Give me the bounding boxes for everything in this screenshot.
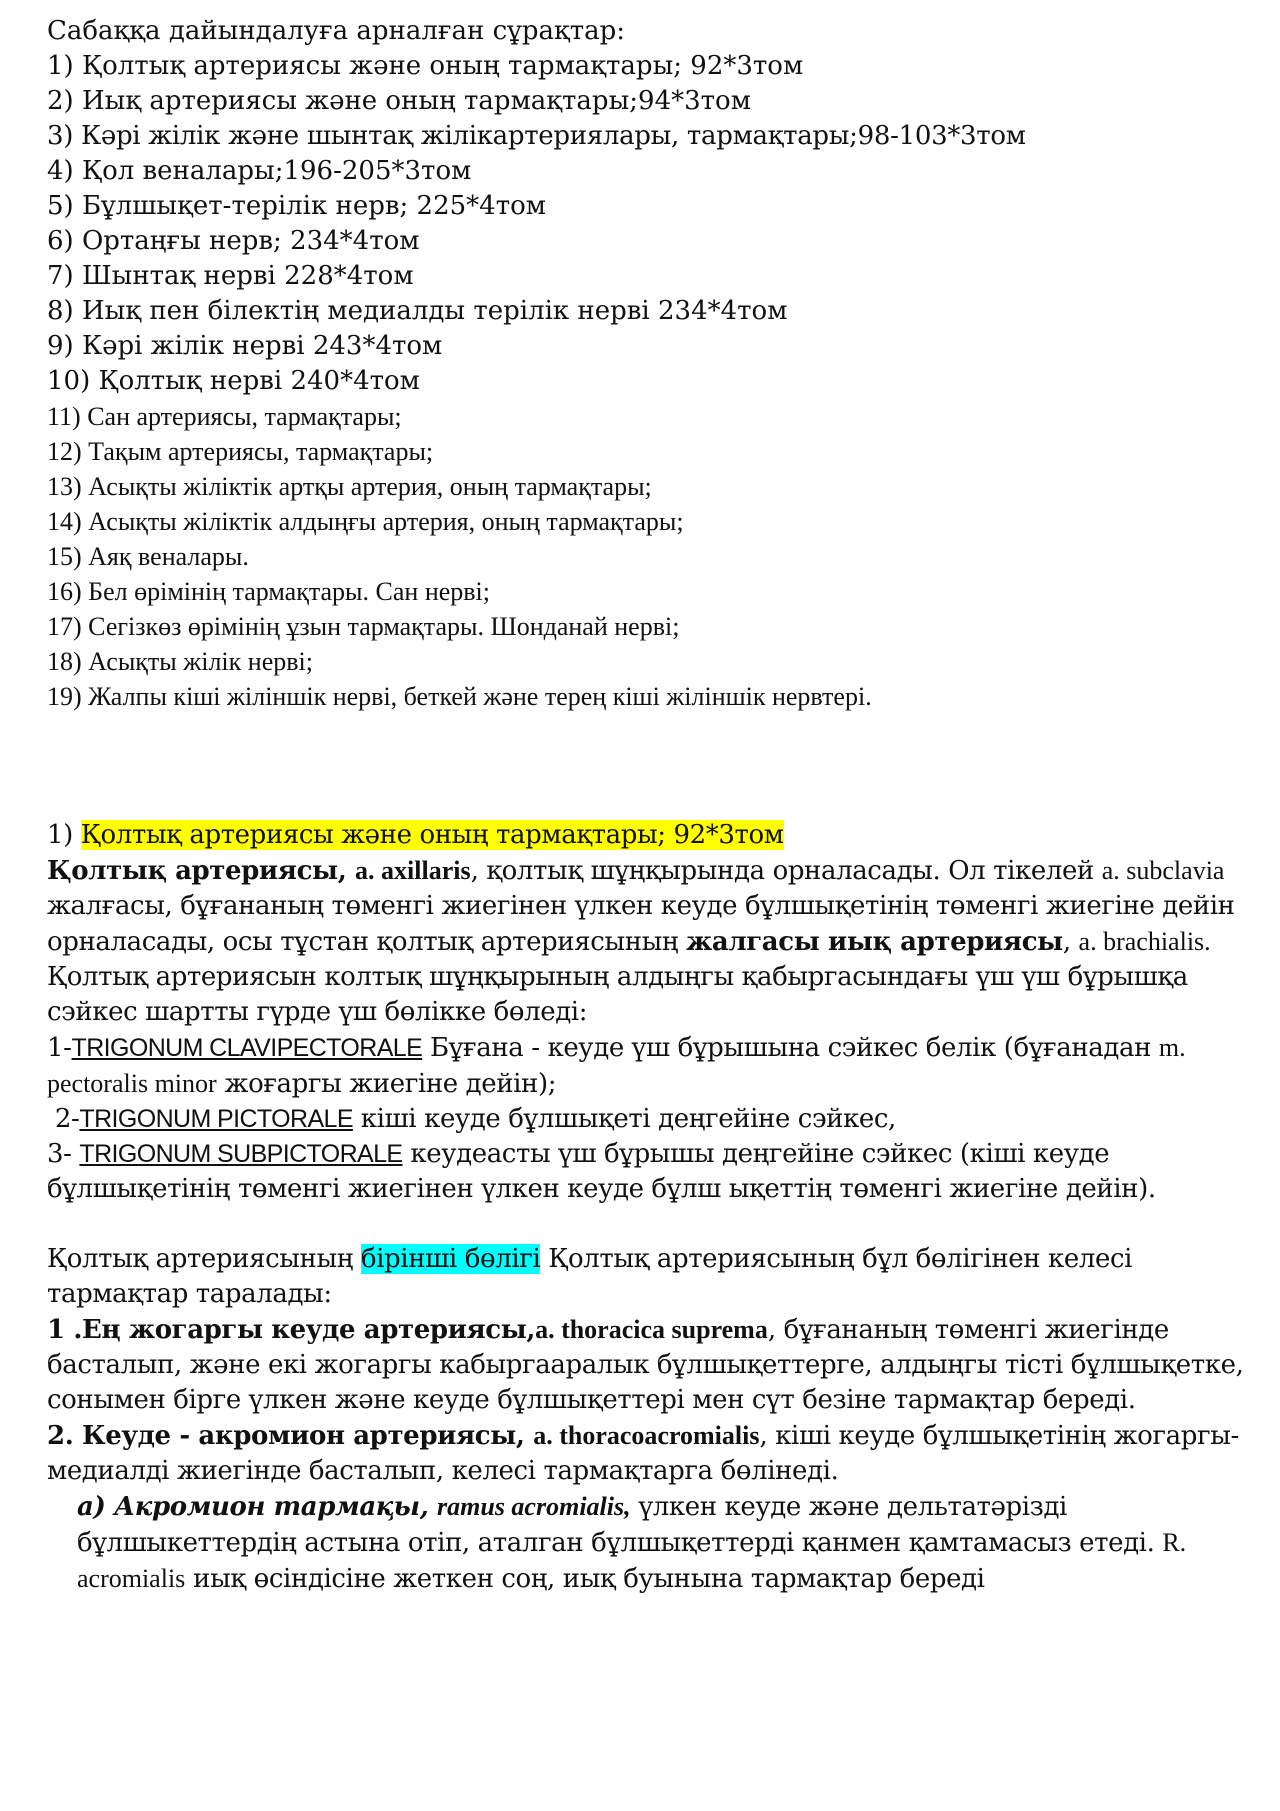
question-item: 12) Тақым артериясы, тармақтары; bbox=[47, 437, 434, 466]
section-axillary-artery bbox=[47, 818, 1267, 1597]
text: Бұғана - кеуде үш бұрышына сэйкес белік (бұғанадан bbox=[422, 1033, 1159, 1063]
text: , бұғананың төменгі жиегінде басталып, және екі жогаргы кабыргааралык бұлшықеттерге, алдыңгы тісті бұлшықетке, сонымен бірге үлкен және кеуде бұлшықеттері мен сүт безіне тармақтар береді. bbox=[47, 1315, 1244, 1415]
trigonum-link[interactable]: TRIGONUM SUBPICTORALE bbox=[79, 1140, 403, 1168]
latin-term: ramus acromialis, bbox=[437, 1492, 631, 1521]
trigonum-link[interactable]: TRIGONUM PICTORALE bbox=[79, 1105, 353, 1133]
document-page bbox=[47, 14, 1267, 1597]
text: кеудеасты үш бұрышы деңгейіне сэйкес (кіші кеуде бұлшықетінің төменгі жиегінен үлкен кеуде бұлш ықеттің төменгі жиегіне дейін). bbox=[47, 1139, 1156, 1204]
question-item: 19) Жалпы кіші жіліншік нерві, беткей және терең кіші жіліншік нервтері. bbox=[47, 682, 872, 711]
trigonum-prefix: 3- bbox=[47, 1139, 80, 1169]
question-item: 5) Бұлшықет-терілік нерв; 225*4том bbox=[47, 191, 546, 221]
questions-list bbox=[47, 14, 1267, 714]
section-number: 1) bbox=[47, 820, 81, 850]
question-item: 15) Аяқ веналары. bbox=[47, 542, 249, 571]
latin-term: a. axillaris bbox=[355, 856, 471, 885]
highlighted-text: бірінші бөлігі bbox=[360, 1244, 541, 1274]
question-item: 10) Қолтық нерві 240*4том bbox=[47, 366, 420, 396]
question-item: 17) Сегізкөз өрімінің ұзын тармақтары. Шонданай нерві; bbox=[47, 612, 680, 641]
branch-item-1 bbox=[47, 1312, 1267, 1418]
text: , қолтық шұңқырында орналасады. Ол тікелей bbox=[470, 856, 1102, 886]
trigonum-link[interactable]: TRIGONUM CLAVIPECTORALE bbox=[71, 1034, 423, 1062]
text: жоғаргы жиегіне дейін); bbox=[216, 1069, 557, 1099]
trigonum-3 bbox=[47, 1137, 1267, 1207]
text: , bbox=[515, 1421, 534, 1451]
question-item: 2) Иық артериясы және оның тармақтары;94*3том bbox=[47, 86, 751, 116]
questions-title: Сабаққа дайындалуға арналған сұрақтар: bbox=[47, 16, 626, 46]
bold-term: жалгасы иық артериясы bbox=[686, 927, 1063, 957]
question-item: 4) Қол веналары;196-205*3том bbox=[47, 156, 472, 186]
question-item: 1) Қолтық артериясы және оның тармақтары; 92*3том bbox=[47, 51, 804, 81]
text: кіші кеуде бұлшықеті деңгейіне сэйкес, bbox=[352, 1104, 896, 1134]
blank-line bbox=[47, 1207, 1267, 1242]
question-item: 9) Кәрі жілік нерві 243*4том bbox=[47, 331, 443, 361]
question-item: 18) Асықты жілік нерві; bbox=[47, 647, 313, 676]
bold-term: 2. Кеуде - акромион артериясы bbox=[47, 1421, 516, 1451]
branch-item-2a bbox=[47, 1489, 1267, 1597]
trigonum-2 bbox=[47, 1102, 1267, 1137]
question-item: 16) Бел өрімінің тармақтары. Сан нерві; bbox=[47, 577, 490, 606]
branch-item-2 bbox=[47, 1418, 1267, 1489]
question-item: 14) Асықты жіліктік алдыңғы артерия, оның тармақтары; bbox=[47, 507, 684, 536]
latin-term: a. subclavia bbox=[1101, 856, 1225, 885]
paragraph-first-part bbox=[47, 1242, 1267, 1312]
section-heading bbox=[47, 818, 1267, 853]
highlighted-heading: Қолтық артериясы және оның тармақтары; 92*3том bbox=[80, 820, 784, 850]
latin-term: a. thoracica suprema bbox=[535, 1315, 768, 1344]
text: Қолтық артериясының бұл бөлігінен келесі тармақтар таралады: bbox=[47, 1244, 1133, 1309]
question-item: 11) Сан артериясы, тармақтары; bbox=[47, 402, 402, 431]
question-item: 13) Асықты жіліктік артқы артерия, оның тармақтары; bbox=[47, 472, 652, 501]
text: үлкен кеуде және дельтатәрізді бұлшыкеттердің астына отіп, аталган бұлшықеттерді қанмен қамтамасыз етеді. bbox=[77, 1492, 1163, 1558]
paragraph-parts: Қолтық артериясын колтық шұңқырының алдыңгы қабыргасындағы үш үш бұрышқа сэйкес шартты гүрде үш бөлікке бөледі: bbox=[47, 962, 1188, 1027]
trigonum-prefix: 1- bbox=[47, 1033, 72, 1063]
text: , кіші кеуде бұлшықетінің жогаргы-медиалді жиегінде басталып, келесі тармақтарга бөлінеді. bbox=[47, 1421, 1239, 1486]
text: Қолтық артериясының bbox=[47, 1244, 361, 1274]
bold-italic-term: а) Акромион тармақы, bbox=[77, 1492, 438, 1522]
text: , bbox=[1062, 927, 1079, 957]
bold-term: 1 .Ең жогаргы кеуде артериясы, bbox=[47, 1315, 536, 1345]
latin-term: m. pectoralis minor bbox=[47, 1033, 1186, 1098]
comma: , bbox=[337, 856, 356, 886]
question-item: 3) Кәрі жілік және шынтақ жілікартериялары, тармақтары;98-103*3том bbox=[47, 121, 1026, 151]
question-item: 7) Шынтақ нерві 228*4том bbox=[47, 261, 414, 291]
question-item: 6) Ортаңғы нерв; 234*4том bbox=[47, 226, 420, 256]
latin-term: a. thoracoacromialis bbox=[533, 1421, 760, 1450]
question-item: 8) Иық пен білектің медиалды терілік нерві 234*4том bbox=[47, 296, 788, 326]
trigonum-1 bbox=[47, 1030, 1267, 1102]
text: жалғасы, бұғананың төменгі жиегінен үлкен кеуде бұлшықетінің төменгі жиегіне дейін орналасады, осы тұстан қолтық артериясының bbox=[47, 891, 1235, 957]
latin-term: R. acromialis bbox=[77, 1528, 1187, 1593]
term: Қолтық артериясы bbox=[47, 856, 338, 886]
latin-term: a. brachialis. bbox=[1078, 927, 1211, 956]
trigonum-prefix: 2- bbox=[47, 1104, 80, 1134]
paragraph-intro bbox=[47, 853, 1267, 960]
spacer bbox=[47, 714, 1267, 818]
text: иық өсіндісіне жеткен соң, иық буынына тармақтар береді bbox=[185, 1564, 985, 1594]
